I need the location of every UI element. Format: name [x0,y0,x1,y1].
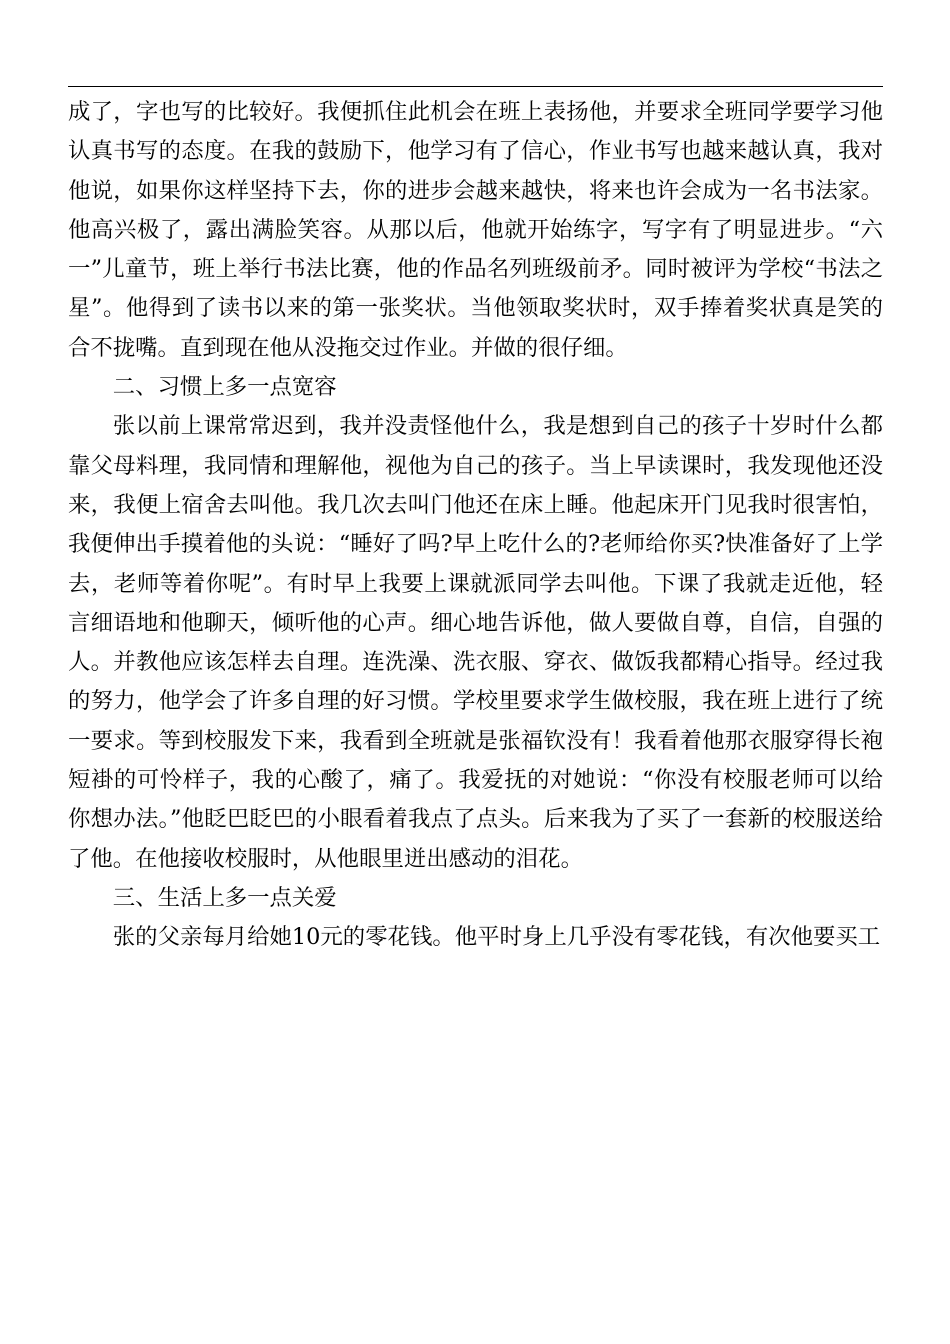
paragraph-life: 张的父亲每月给她10元的零花钱。他平时身上几乎没有零花钱，有次他要买工 [112,924,881,951]
document-body [68,93,883,958]
paragraph-continuation: 成了，字也写的比较好。我便抓住此机会在班上表扬他，并要求全班同学要学习他认真书写的态度。在我的鼓励下，他学习有了信心，作业书写也越来越认真，我对他说，如果你这样坚持下去，你的进步会越来越快，将来也许会成为一名书法家。他高兴极了，露出满脸笑容。从那以后，他就开始练字，写字有了明显进步。“六一”儿童节，班上举行书法比赛，他的作品名列班级前矛。同时被评为学校“书法之星”。他得到了读书以来的第一张奖状。当他领取奖状时，双手捧着奖状真是笑的合不拢嘴。直到现在他从没拖交过作业。并做的很仔细。 [68,99,883,361]
paragraph-habits: 张以前上课常常迟到，我并没责怪他什么，我是想到自己的孩子十岁时什么都靠父母料理，我同情和理解他，视他为自己的孩子。当上早读课时，我发现他还没来，我便上宿舍去叫他。我几次去叫门他还在床上睡。他起床开门见我时很害怕，我便伸出手摸着他的头说：“睡好了吗?早上吃什么的?老师给你买?快准备好了上学去，老师等着你呢”。有时早上我要上课就派同学去叫他。下课了我就走近他，轻言细语地和他聊天，倾听他的心声。细心地告诉他，做人要做自尊，自信，自强的人。并教他应该怎样去自理。连洗澡、洗衣服、穿衣、做饭我都精心指导。经过我的努力，他学会了许多自理的好习惯。学校里要求学生做校服，我在班上进行了统一要求。等到校服发下来，我看到全班就是张福钦没有！我看着他那衣服穿得长袍短褂的可怜样子，我的心酸了，痛了。我爱抚的对她说：“你没有校服老师可以给你想办法。”他眨巴眨巴的小眼看着我点了点头。后来我为了买了一套新的校服送给了他。在他接收校服时，从他眼里迸出感动的泪花。 [68,413,883,872]
section-heading-life: 三、生活上多一点关爱 [112,884,337,911]
header-rule [68,86,883,87]
section-heading-habits: 二、习惯上多一点宽容 [112,374,337,401]
